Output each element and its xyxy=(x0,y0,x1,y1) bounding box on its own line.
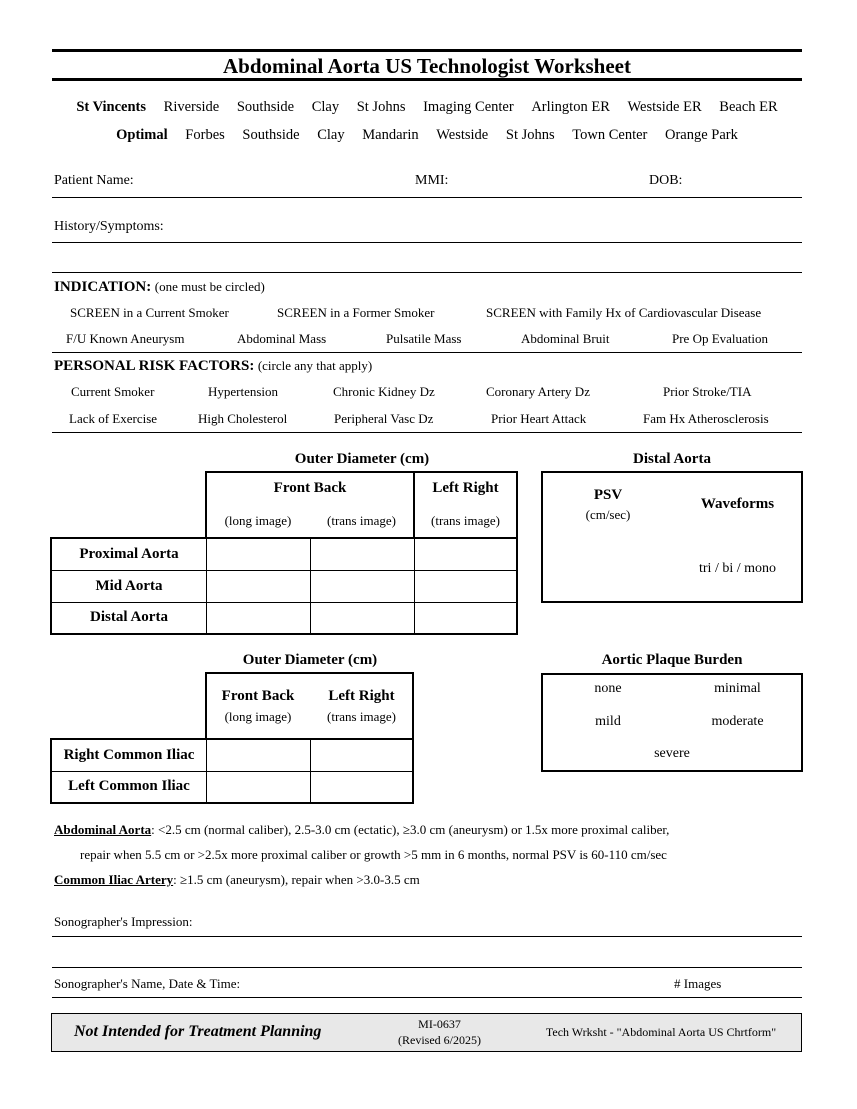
distal-left-right-cell[interactable] xyxy=(415,602,518,634)
iliac-col-front-back: Front Back xyxy=(221,688,295,704)
risk-option[interactable]: Peripheral Vasc Dz xyxy=(334,411,434,426)
history-line-2[interactable] xyxy=(52,272,802,273)
indication-option[interactable]: Pulsatile Mass xyxy=(386,331,462,346)
row-label-mid-aorta: Mid Aorta xyxy=(51,570,207,602)
risk-option[interactable]: Coronary Artery Dz xyxy=(486,384,590,399)
risk-option[interactable]: Prior Stroke/TIA xyxy=(663,384,752,399)
facility-option[interactable]: Forbes xyxy=(185,127,225,143)
note-abdominal-aorta-repair: repair when 5.5 cm or >2.5x more proximal caliber or growth >5 mm in 6 months, normal PSV is 60-110 cm/sec xyxy=(80,847,667,862)
psv-unit: (cm/sec) xyxy=(585,507,631,522)
risk-factors-heading: PERSONAL RISK FACTORS: (circle any that apply) xyxy=(54,358,373,374)
history-line-1[interactable] xyxy=(52,242,802,243)
plaque-title: Aortic Plaque Burden xyxy=(601,652,743,668)
plaque-minimal[interactable]: minimal xyxy=(714,681,761,696)
facility-option[interactable]: St Johns xyxy=(505,127,555,143)
title-rule-bottom xyxy=(52,78,802,81)
distal-aorta-title: Distal Aorta xyxy=(633,451,711,467)
aorta-col-left-right: Left Right xyxy=(432,480,499,496)
facility-option[interactable]: Southside xyxy=(242,127,300,143)
distal-front-back-trans-cell[interactable] xyxy=(311,602,415,634)
facility-option[interactable]: Clay xyxy=(317,127,345,143)
indication-option[interactable]: SCREEN with Family Hx of Cardiovascular Disease xyxy=(486,305,762,320)
aorta-sub-trans: (trans image) xyxy=(327,513,396,528)
indication-rule xyxy=(52,352,802,353)
impression-label: Sonographer's Impression: xyxy=(54,914,193,929)
sonographer-line[interactable] xyxy=(52,997,802,998)
facility-option[interactable]: Town Center xyxy=(572,127,648,143)
iliac-table-title: Outer Diameter (cm) xyxy=(242,652,378,668)
indication-option[interactable]: SCREEN in a Former Smoker xyxy=(277,305,435,320)
facility-option[interactable]: Arlington ER xyxy=(531,99,610,115)
dob-label: DOB: xyxy=(649,173,683,188)
history-label: History/Symptoms: xyxy=(54,219,164,234)
risk-option[interactable]: Fam Hx Atherosclerosis xyxy=(643,411,769,426)
table-row xyxy=(51,739,413,771)
facility-option[interactable]: St Johns xyxy=(356,99,406,115)
facility-group-optimal[interactable]: Optimal xyxy=(116,127,168,143)
plaque-severe[interactable]: severe xyxy=(654,746,690,761)
iliac-table-header xyxy=(205,672,414,739)
facility-group-st-vincents[interactable]: St Vincents xyxy=(76,99,147,115)
risk-option[interactable]: Prior Heart Attack xyxy=(491,411,587,426)
right-iliac-front-back-cell[interactable] xyxy=(207,739,311,771)
form-name: Tech Wrksht - "Abdominal Aorta US Chrtform" xyxy=(545,1025,777,1039)
mid-left-right-cell[interactable] xyxy=(415,570,518,602)
iliac-measurement-table xyxy=(50,738,414,804)
indication-option[interactable]: F/U Known Aneurysm xyxy=(66,331,185,346)
risk-rule xyxy=(52,432,802,433)
mmi-label: MMI: xyxy=(415,173,449,188)
risk-option[interactable]: Lack of Exercise xyxy=(69,411,158,426)
plaque-moderate[interactable]: moderate xyxy=(711,714,764,729)
patient-name-label: Patient Name: xyxy=(54,173,134,188)
risk-option[interactable]: Current Smoker xyxy=(71,384,155,399)
aorta-measurement-table xyxy=(50,537,518,635)
patient-line[interactable] xyxy=(52,197,802,198)
note-common-iliac: Common Iliac Artery: ≥1.5 cm (aneurysm), repair when >3.0-3.5 cm xyxy=(54,872,420,887)
facility-option[interactable]: Westside xyxy=(436,127,489,143)
aorta-table-title: Outer Diameter (cm) xyxy=(294,451,430,467)
distal-front-back-long-cell[interactable] xyxy=(207,602,311,634)
plaque-mild[interactable]: mild xyxy=(595,714,621,729)
facility-option[interactable]: Beach ER xyxy=(719,99,778,115)
facility-option[interactable]: Orange Park xyxy=(664,127,738,143)
sonographer-name-label: Sonographer's Name, Date & Time: xyxy=(54,976,241,991)
left-iliac-front-back-cell[interactable] xyxy=(207,771,311,803)
iliac-sub-long: (long image) xyxy=(224,709,292,724)
proximal-left-right-cell[interactable] xyxy=(415,538,518,570)
right-iliac-left-right-cell[interactable] xyxy=(311,739,414,771)
table-row xyxy=(51,602,517,634)
aorta-sub-trans-lr: (trans image) xyxy=(431,513,500,528)
waveforms-label: Waveforms xyxy=(700,496,775,512)
indication-option[interactable]: SCREEN in a Current Smoker xyxy=(70,305,229,320)
facility-option[interactable]: Mandarin xyxy=(362,127,419,143)
impression-line-2[interactable] xyxy=(52,967,802,968)
indication-option[interactable]: Abdominal Bruit xyxy=(521,331,610,346)
page-title: Abdominal Aorta US Technologist Worksheet xyxy=(222,54,631,78)
note-abdominal-aorta: Abdominal Aorta: <2.5 cm (normal caliber), 2.5-3.0 cm (ectatic), ≥3.0 cm (aneurysm) or 1.5x more proximal caliber, xyxy=(54,822,670,837)
footer-bar xyxy=(51,1013,802,1052)
waveform-options[interactable]: tri / bi / mono xyxy=(699,561,776,576)
facility-option[interactable]: Clay xyxy=(311,99,340,115)
proximal-front-back-trans-cell[interactable] xyxy=(311,538,415,570)
disclaimer: Not Intended for Treatment Planning xyxy=(74,1023,322,1040)
row-label-distal-aorta: Distal Aorta xyxy=(51,602,207,634)
facility-option[interactable]: Southside xyxy=(236,99,295,115)
impression-line-1[interactable] xyxy=(52,936,802,937)
row-label-right-common-iliac: Right Common Iliac xyxy=(51,739,207,771)
form-id: MI-0637 xyxy=(418,1017,461,1031)
images-count-label: # Images xyxy=(674,976,722,991)
aorta-col-front-back: Front Back xyxy=(273,480,347,496)
table-row xyxy=(51,771,413,803)
risk-option[interactable]: High Cholesterol xyxy=(198,411,288,426)
row-label-left-common-iliac: Left Common Iliac xyxy=(51,771,207,803)
plaque-none[interactable]: none xyxy=(594,681,622,696)
mid-front-back-trans-cell[interactable] xyxy=(311,570,415,602)
risk-option[interactable]: Hypertension xyxy=(208,384,279,399)
table-row xyxy=(51,570,517,602)
row-label-proximal-aorta: Proximal Aorta xyxy=(51,538,207,570)
facility-row-st-vincents xyxy=(52,99,802,116)
title-rule-top xyxy=(52,49,802,52)
facility-option[interactable]: Riverside xyxy=(163,99,220,115)
psv-label: PSV xyxy=(593,487,623,503)
facility-row-optimal xyxy=(52,127,802,144)
facility-option[interactable]: Imaging Center xyxy=(423,99,514,115)
table-row xyxy=(51,538,517,570)
proximal-front-back-long-cell[interactable] xyxy=(207,538,311,570)
indication-option[interactable]: Abdominal Mass xyxy=(237,331,327,346)
mid-front-back-long-cell[interactable] xyxy=(207,570,311,602)
revision-date: (Revised 6/2025) xyxy=(398,1033,481,1047)
left-iliac-left-right-cell[interactable] xyxy=(311,771,414,803)
indication-option[interactable]: Pre Op Evaluation xyxy=(672,331,769,346)
iliac-sub-trans: (trans image) xyxy=(327,709,396,724)
aorta-sub-long: (long image) xyxy=(224,513,292,528)
risk-option[interactable]: Chronic Kidney Dz xyxy=(333,384,435,399)
indication-heading: INDICATION: (one must be circled) xyxy=(54,279,265,295)
iliac-col-left-right: Left Right xyxy=(328,688,395,704)
facility-option[interactable]: Westside ER xyxy=(627,99,702,115)
